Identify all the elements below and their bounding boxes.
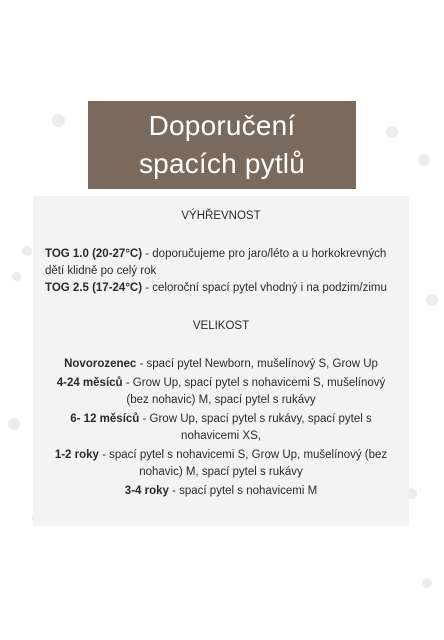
size-item bbox=[45, 483, 397, 500]
size-item-text: - spací pytel s nohavicemi M bbox=[168, 485, 318, 497]
warmth-item bbox=[45, 280, 397, 297]
warmth-list bbox=[45, 246, 397, 297]
background-dot bbox=[422, 578, 432, 588]
size-item bbox=[45, 411, 397, 445]
background-dot bbox=[426, 294, 438, 306]
size-item bbox=[45, 356, 397, 373]
size-list bbox=[45, 356, 397, 500]
background-dot bbox=[22, 246, 32, 256]
recommendation-card bbox=[33, 196, 409, 526]
background-dot bbox=[12, 272, 21, 281]
background-dot bbox=[418, 154, 430, 166]
size-heading: VELIKOST bbox=[192, 320, 250, 332]
size-item bbox=[45, 375, 397, 409]
size-item-text: - spací pytel Newborn, mušelínový S, Grow Up bbox=[136, 358, 378, 370]
warmth-heading: VÝHŘEVNOST bbox=[181, 210, 261, 222]
title-line-1: Doporučení bbox=[148, 110, 296, 141]
size-item-text: - Grow Up, spací pytel s nohavicemi S, mušelínový (bez nohavic) M, spací pytel s rukávy bbox=[122, 377, 386, 406]
background-dot bbox=[52, 114, 65, 127]
size-item bbox=[45, 447, 397, 481]
warmth-item bbox=[45, 246, 397, 280]
warmth-item-label: TOG 2.5 (17-24°C) bbox=[45, 282, 143, 294]
warmth-item-label: TOG 1.0 (20-27°C) bbox=[45, 248, 143, 260]
title-banner bbox=[88, 101, 356, 189]
title-line-2: spacích pytlů bbox=[138, 148, 306, 179]
size-item-text: - Grow Up, spací pytel s rukávy, spací pytel s nohavicemi XS, bbox=[139, 413, 372, 442]
background-dot bbox=[8, 418, 20, 430]
size-item-label: 1-2 roky bbox=[54, 449, 99, 461]
background-dot bbox=[386, 126, 398, 138]
warmth-item-text: - celoroční spací pytel vhodný i na podzim/zimu bbox=[142, 282, 387, 294]
size-item-text: - spací pytel s nohavicemi S, Grow Up, mušelínový (bez nohavic) M, spací pytel s rukávy bbox=[98, 449, 388, 478]
size-item-label: 3-4 roky bbox=[124, 485, 169, 497]
warmth-item-text: - doporučujeme pro jaro/léto a u horkokrevných dětí klidně po celý rok bbox=[45, 248, 387, 277]
size-item-label: Novorozenec bbox=[64, 358, 137, 370]
size-item-label: 6- 12 měsíců bbox=[70, 413, 140, 425]
size-item-label: 4-24 měsíců bbox=[56, 377, 123, 389]
